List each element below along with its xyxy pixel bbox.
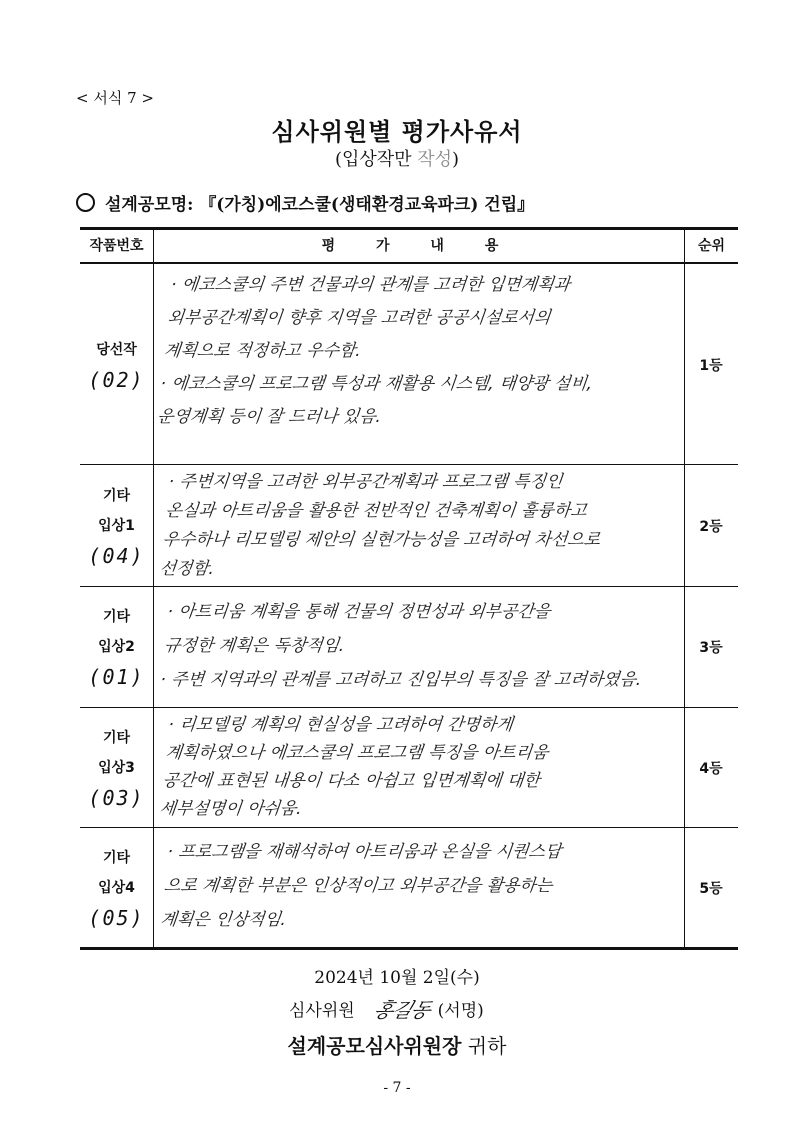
row-divider (80, 707, 738, 708)
subtitle-open: (입상작만 (334, 149, 418, 170)
evaluation-line: · 리모델링 계획의 현실성을 고려하여 간명하게 (167, 715, 514, 735)
evaluation-text (155, 269, 684, 434)
evaluation-text (158, 468, 682, 584)
rank-cell: 3등 (699, 640, 723, 656)
header-rank: 순위 (697, 238, 726, 254)
project-name: 『(가칭)에코스쿨(생태환경교육파크) 건립』 (199, 195, 535, 215)
evaluation-line: 계획하였으나 에코스쿨의 프로그램 특징을 아트리움 (164, 743, 550, 763)
rank-cell: 4등 (699, 760, 723, 777)
work-number: (02) (88, 367, 145, 392)
work-category: 기타 (102, 609, 131, 625)
work-cell (80, 265, 153, 464)
judge-signature: 홍길동 (370, 998, 434, 1022)
rank-cell: 5등 (699, 880, 723, 897)
evaluation-text (159, 595, 682, 697)
work-cell (80, 828, 153, 947)
evaluation-table (80, 227, 738, 949)
work-category: 기타 (102, 849, 131, 866)
work-cell (80, 708, 153, 827)
circle-bullet-icon (76, 193, 95, 212)
row-divider (80, 586, 738, 587)
header-content: 평 가 내 용 (321, 238, 517, 254)
addressee-line (0, 1030, 794, 1059)
evaluation-line: 온실과 아트리움을 활용한 전반적인 건축계획이 훌륭하고 (164, 501, 588, 521)
document-date: 2024년 10월 2일(수) (314, 968, 480, 988)
work-category: 기타 (102, 729, 131, 746)
page-number: - 7 - (383, 1080, 411, 1096)
work-category-sub: 입상1 (98, 517, 135, 534)
work-cell (80, 465, 153, 586)
evaluation-line: 세부설명이 아쉬움. (158, 799, 303, 819)
row-divider (80, 464, 738, 465)
form-number: < 서식 7 > (76, 89, 154, 107)
rank-cell: 1등 (699, 357, 723, 374)
work-number: (03) (88, 785, 145, 810)
evaluation-line: 외부공간계획이 향후 지역을 고려한 공공시설로서의 (166, 308, 552, 328)
work-number: (01) (88, 665, 145, 689)
judge-line (289, 994, 484, 1023)
addressee-title: 설계공모심사위원장 (287, 1034, 462, 1058)
evaluation-line: · 에코스쿨의 프로그램 특성과 재활용 시스템, 태양광 설비, (159, 374, 594, 394)
document-subtitle (0, 145, 794, 171)
evaluation-text (159, 835, 682, 937)
work-category: 당선작 (96, 341, 137, 358)
evaluation-line: 우수하나 리모델링 제안의 실현가능성을 고려하여 차선으로 (161, 530, 602, 550)
evaluation-line: · 아트리움 계획을 통해 건물의 정면성과 외부공간을 (166, 602, 552, 622)
work-number: (04) (88, 543, 145, 568)
work-cell (80, 587, 153, 707)
work-category-sub: 입상2 (98, 639, 135, 655)
row-divider (80, 827, 738, 828)
evaluation-line: 계획은 인상적임. (159, 910, 288, 930)
evaluation-line: 으로 계획한 부분은 인상적이고 외부공간을 활용하는 (162, 876, 554, 896)
project-line (76, 190, 534, 215)
evaluation-line: · 주변지역을 고려한 외부공간계획과 프로그램 특징인 (167, 472, 564, 492)
work-category: 기타 (102, 487, 131, 504)
header-work-number: 작품번호 (89, 238, 144, 254)
subtitle-close: ) (452, 149, 460, 170)
evaluation-line: · 프로그램을 재해석하여 아트리움과 온실을 시퀀스답 (166, 842, 563, 862)
evaluation-line: 공간에 표현된 내용이 다소 아쉽고 입면계획에 대한 (161, 771, 541, 791)
document-title: 심사위원별 평가사유서 (271, 117, 523, 146)
work-category-sub: 입상4 (98, 879, 135, 896)
table-bottom-border (80, 947, 738, 950)
judge-label: 심사위원 (289, 1001, 355, 1021)
evaluation-line: · 주변 지역과의 관계를 고려하고 진입부의 특징을 잘 고려하였음. (159, 670, 643, 690)
evaluation-line: 규정한 계획은 독창적임. (162, 636, 346, 656)
work-number: (05) (88, 905, 145, 930)
subtitle-faded: 작성 (417, 149, 453, 170)
evaluation-line: · 에코스쿨의 주변 건물과의 관계를 고려한 입면계획과 (169, 275, 572, 295)
evaluation-text (158, 711, 682, 823)
column-divider (153, 227, 154, 949)
evaluation-line: 운영계획 등이 잘 드러나 있음. (156, 407, 383, 427)
addressee-suffix: 귀하 (461, 1034, 507, 1058)
project-label: 설계공모명: (105, 195, 194, 215)
work-category-sub: 입상3 (98, 759, 135, 776)
evaluation-line: 선정함. (158, 559, 216, 579)
rank-cell: 2등 (699, 518, 723, 535)
evaluation-line: 계획으로 적정하고 우수함. (163, 341, 362, 361)
judge-seal: (서명) (437, 1001, 484, 1021)
